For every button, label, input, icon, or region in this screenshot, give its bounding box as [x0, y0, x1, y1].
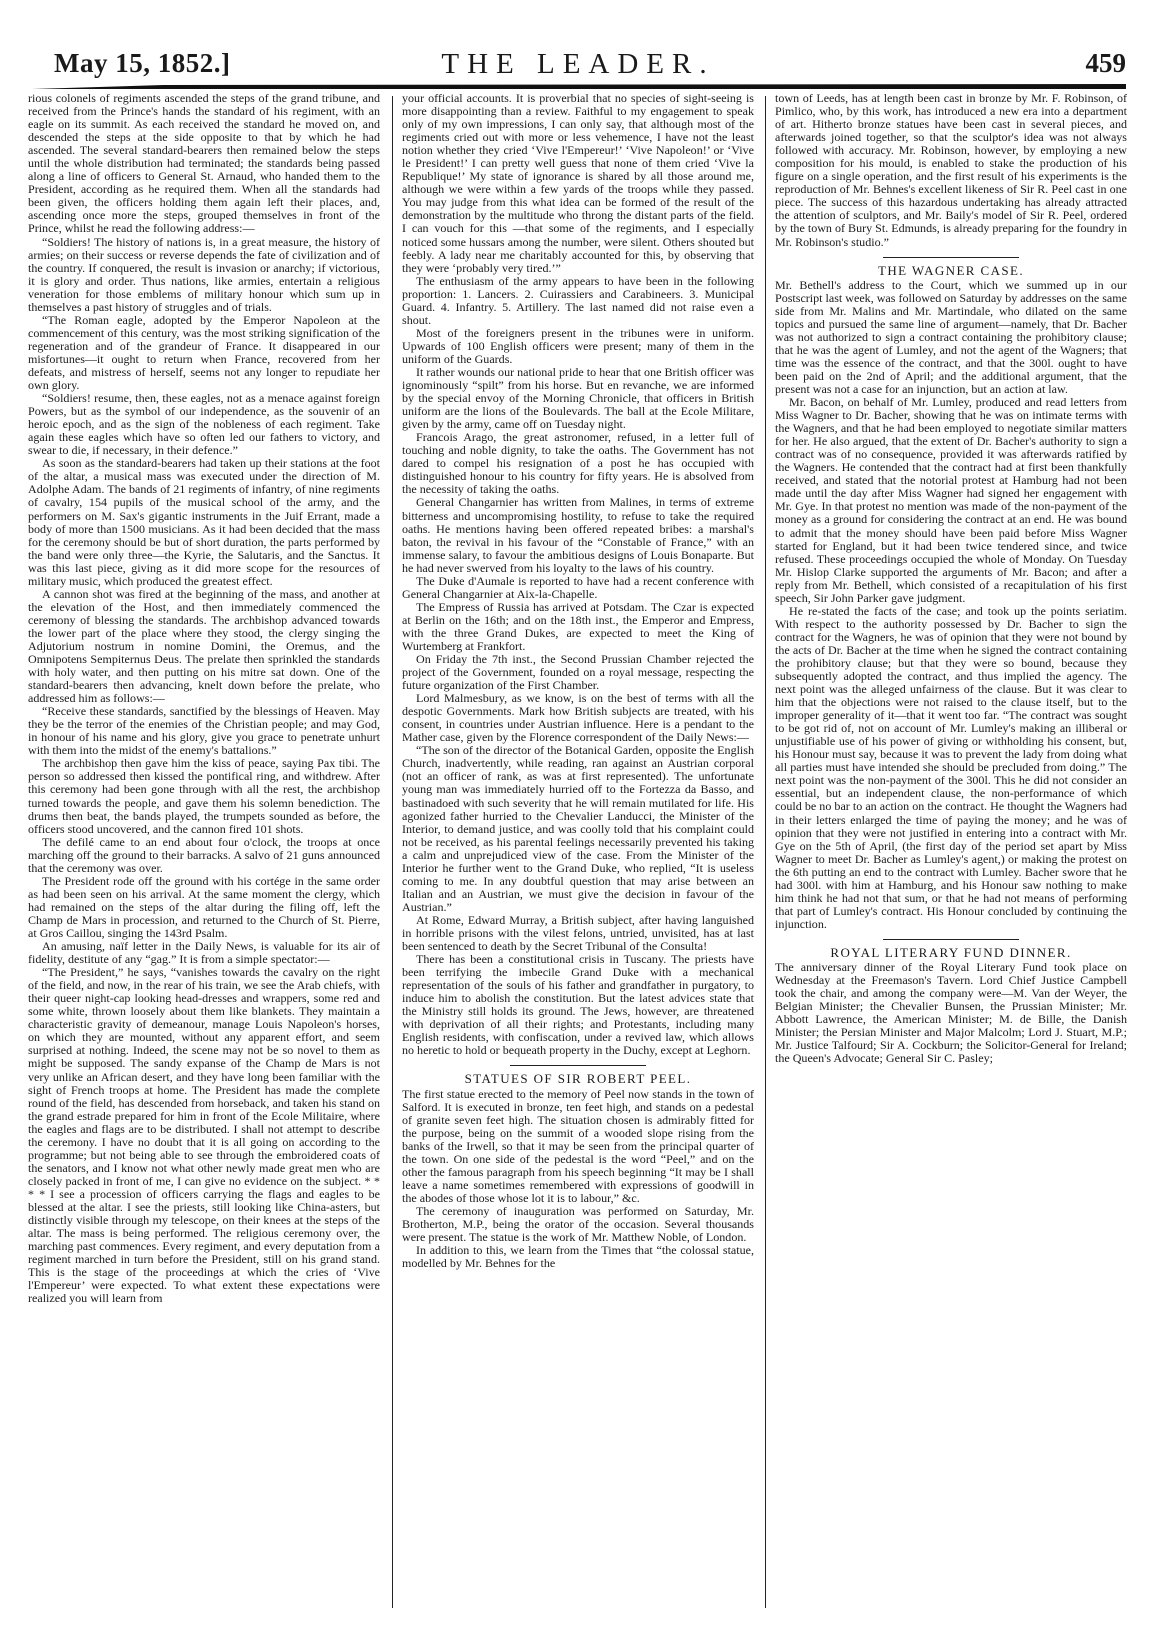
paragraph: “The President,” he says, “vanishes towards the cavalry on the right of the field, and now, in the rear of his train, we see the Arab chiefs, with their queer night-cap looking head-dresses and wrappers, some red and some white, thrown loosely about them like blankets. They maintain a characteristic gravity of demeanour, manage Louis Napoleon's horses, on which they are mounted, without any apparent effort, and seem surprised at nothing. Indeed, the scene may not be so novel to them as might be supposed. The sandy expanse of the Champ de Mars is not very unlike an African desert, and they have long been familiar with the sight of French troops at home. The President has made the complete round of the field, has descended from horseback, and taken his stand on the grand estrade prepared for him in front of the Ecole Militaire, where the eagles and flags are to be distributed. I shall not attempt to describe the ceremony. I have no doubt that it is all going on according to the programme; but not being able to see through the embroidered coats of the senators, and I know not what other newly made great men who are closely packed in front of me, I can give no evidence on the subject. * * * * I see a procession of officers carrying the flags and eagles to be blessed at the altar. I see the priests, still looking like China-asters, but distinctly visible through my telescope, on their knees at the steps of the altar. The mass is being performed. The religious ceremony over, the marching past commences. Every regiment, and every deputation from a regiment marched in turn before the President, still on his grand stand. This is the stage of the proceedings at which the cries of ‘Vive l'Empereur’ were expected. To what extent these expectations were realized you will learn from [28, 965, 380, 1306]
paragraph: The defilé came to an end about four o'clock, the troops at once marching off the ground to their barracks. A salvo of 21 guns announced that the ceremony was over. [28, 834, 380, 875]
paragraph: The ceremony of inauguration was performed on Saturday, Mr. Brotherton, M.P., being the orator of the occasion. Several thousands were present. The statue is the work of Mr. Matthew Noble, of London. [402, 1203, 754, 1245]
newspaper-title: THE LEADER. [441, 48, 715, 80]
paragraph: The Duke d'Aumale is reported to have had a recent conference with General Changarnier at Aix-la-Chapelle. [402, 573, 754, 601]
paragraph: As soon as the standard-bearers had taken up their stations at the foot of the altar, a musical mass was executed under the direction of M. Adolphe Adam. The bands of 21 regiments of infantry, of nine regiments of cavalry, 154 pupils of the musical school of the army, and the performers on M. Sax's gigantic instruments in the Juif Errant, made a body of more than 1500 musicians. As it had been decided that the mass for the ceremony should be but of short duration, the parts performed by the band were only three—the Kyrie, the Salutaris, and the Sanctus. It was this last piece, giving as it did more scope for the resources of military music, which produced the greatest effect. [28, 456, 380, 588]
page-number: 459 [1085, 48, 1126, 78]
paragraph: The archbishop then gave him the kiss of peace, saying Pax tibi. The person so addressed then kissed the pontifical ring, and withdrew. After this ceremony had been gone through with all the rest, the archbishop turned towards the people, and gave them his solemn benediction. The drums then beat, the bands played, the trumpets sounded as before, the officers stood uncovered, and the cannon fired 101 shots. [28, 756, 380, 836]
masthead [30, 48, 1126, 88]
paragraph: The enthusiasm of the army appears to have been in the following proportion: 1. Lancers. 2. Cuirassiers and Carabineers. 3. Municipal Guard. 4. Infantry. 5. Artillery. The last named did not raise even a shout. [402, 273, 754, 327]
paragraph: “Soldiers! resume, then, these eagles, not as a menace against foreign Powers, but as the symbol of our independence, as the souvenir of an heroic epoch, and as the sign of the nobleness of each regiment. Take again these eagles which have so often led our fathers to victory, and swear to die, if necessary, in their defence.” [28, 391, 380, 458]
paragraph: The first statue erected to the memory of Peel now stands in the town of Salford. It is executed in bronze, ten feet high, and stands on a pedestal of granite seven feet high. The situation chosen is admirably fitted for the purpose, being on the summit of a wooded slope rising from the banks of the Irwell, so that it may be seen from the principal quarter of the town. On one side of the pedestal is the word “Peel,” and on the other the famous paragraph from his speech beginning “It may be I shall leave a name sometimes remembered with expressions of goodwill in the abodes of those whose lot it is to labour,” &c. [402, 1086, 754, 1205]
column-2 [402, 92, 754, 1270]
column-divider [765, 96, 766, 1608]
article-columns [28, 92, 1138, 1612]
paragraph: There has been a constitutional crisis in Tuscany. The priests have been terrifying the imbecile Grand Duke with a mechanical representation of the souls of his father and grandfather in purgatory, to induce him to abolish the constitution. But the latest advices state that the Ministry still holds its ground. The Jews, however, are threatened with deprivation of all their rights; and Protestants, including many English residents, with confiscation, under a revived law, which allows no heretic to hold or bequeath property in the Duchy, except at Leghorn. [402, 952, 754, 1058]
paragraph: The President rode off the ground with his cortége in the same order as had been seen on his arrival. At the same moment the clergy, which had remained on the steps of the altar during the filing off, left the Champ de Mars in procession, and returned to the Church of St. Pierre, at Gros Caillou, singing the 143rd Psalm. [28, 873, 380, 940]
paragraph: Lord Malmesbury, as we know, is on the best of terms with all the despotic Governments. Mark how British subjects are treated, with his consent, in countries under Austrian influence. Here is a pendant to the Mather case, given by the Florence correspondent of the Daily News:— [402, 691, 754, 745]
paragraph: Francois Arago, the great astronomer, refused, in a letter full of touching and noble dignity, to take the oaths. The Government has not dared to compel his resignation of a post he has occupied with distinguished honour to his country for fifty years. He is absolved from the necessity of taking the oaths. [402, 430, 754, 497]
section-divider [510, 1065, 646, 1066]
paragraph: On Friday the 7th inst., the Second Prussian Chamber rejected the project of the Government, founded on a royal message, respecting the future organization of the First Chamber. [402, 652, 754, 693]
paragraph: “The Roman eagle, adopted by the Emperor Napoleon at the commencement of this century, was the most striking signification of the regeneration and of the grandeur of France. It disappeared in our misfortunes—it ought to return when France, recovered from her defeats, and mistress of herself, seems not any longer to repudiate her own glory. [28, 312, 380, 393]
paragraph: rious colonels of regiments ascended the steps of the grand tribune, and received from the Prince's hands the standard of his regiment, with an eagle on its summit. As each received the standard he moved on, and descended the steps at the side opposite to that by which he had ascended. The several standard-bearers then remained below the steps until the whole distribution had terminated; the standards being passed along a line of officers to General St. Arnaud, who handed them to the President, according as he required them. When all the standards had been given, the officers holding them again left their places, and, ascending once more the steps, grouped themselves in front of the Prince, whilst he read the following address:— [28, 91, 380, 236]
paragraph: Mr. Bacon, on behalf of Mr. Lumley, produced and read letters from Miss Wagner to Dr. Bacher, showing that he was on intimate terms with the Wagners, and that he had been employed to negotiate similar matters for her. He also argued, that the extent of Dr. Bacher's authority to sign a contract was of no consequence, provided it was afterwards ratified by the Wagners. He contended that the contract had at first been thankfully received, and stated that the notorial protest at Hamburg had not been made until the day after Miss Wagner had signed her engagement with Mr. Gye. In that protest no mention was made of the non-payment of the money as a ground for considering the contract at an end. He was bound to admit that the money should have been paid before Miss Wagner started for England, but it had been twice tendered since, and twice refused. These proceedings occupied the whole of Monday. On Tuesday Mr. Hislop Clarke supported the arguments of Mr. Bacon; and after a reply from Mr. Bethell, which consisted of a recapitulation of his first speech, Sir John Parker gave judgment. [775, 395, 1127, 605]
section-divider [883, 257, 1019, 258]
column-1 [28, 92, 380, 1305]
paragraph: “The son of the director of the Botanical Garden, opposite the English Church, inadvertently, while reading, ran against an Austrian corporal (not an officer of rank, as was at first represented). The unfortunate young man was immediately hurried off to the Fortezza da Basso, and bastinadoed with such severity that he will remain mutilated for life. His agonized father hurried to the Chevalier Landucci, the Minister of the Interior, to demand justice, and was coolly told that his complaint could not be received, as his parental feelings necessarily prevented his taking a calm and unprejudiced view of the case. From the Minister of the Interior he further went to the Grand Duke, who replied, “It is useless coming to me. In any doubtful question that may arise between an Italian and an Austrian, we must give the decision in favour of the Austrian.” [402, 743, 754, 914]
paragraph: your official accounts. It is proverbial that no species of sight-seeing is more disappointing than a review. Faithful to my engagement to speak only of my own impressions, I can only say, that although most of the regiments cried out with more or less vehemence, I have not the least notion whether they cried ‘Vive l'Empereur!’ ‘Vive Napoleon!’ or ‘Vive le President!’ I can pretty well guess that none of them cried ‘Vive la Republique!’ My state of ignorance is shared by all those around me, although we were within a few yards of the troops while they passed. You may judge from this what idea can be formed of the result of the demonstration by the multitude who throng the distant parts of the field. I can vouch for this —that some of the regiments, and I especially noticed some hussars among the number, were silent. Others shouted but feebly. A lady near me charitably accounted for this, by observing that they were ‘probably very tired.’” [402, 91, 754, 275]
paragraph: He re-stated the facts of the case; and took up the points seriatim. With respect to the authority possessed by Dr. Bacher to sign the contract for the Wagners, he was of opinion that they were not bound by the acts of Dr. Bacher at the time when he signed the contract containing the prohibitory clause; but that they were so bound, because they subsequently adopted the contract, and thus implied the agency. The next point was the alleged unfairness of the clause. But it was clear to him that the objections were not raised to the clause itself, but to the improper generality of it—that it went too far. “The contract was sought to be got rid of, not on account of Mr. Lumley's making an illiberal or unjustifiable use of his power of giving or withholding his consent, but, his Honour must say, because it was to prevent the lady from doing what all parties must have intended she should be precluded from doing.” The next point was the non-payment of the 300l. This he did not consider an essential, but an independent clause, the non-performance of which could be no bar to an action on the contract. He thought the Wagners had in their letters enlarged the time of paying the money; and he was of opinion that they were not justified in entering into a contract with Mr. Gye on the 5th of April, (the first day of the period set apart by Miss Wagner to meet Dr. Bacher as Lumley's agent,) or making the protest on the 6th putting an end to the contract with Lumley. Bacher swore that he had 300l. with him at Hamburg, and his Honour saw nothing to make him think he had not that sum, or that he had not means of performing that part of Lumley's contract. His Honour concluded by continuing the injunction. [775, 603, 1127, 931]
paragraph: Mr. Bethell's address to the Court, which we summed up in our Postscript last week, was followed on Saturday by addresses on the same side from Mr. Malins and Mr. Martindale, who dilated on the same topics and pursued the same line of argument—namely, that Dr. Bacher was not authorized to sign a contract containing the prohibitory clause; that he was the agent of Lumley, and not the agent of the Wagners; that time was the essence of the contract, and that the 300l. ought to have been paid on the 2nd of April; and the additional argument, that the present was not a case for an injunction, but an action at law. [775, 277, 1127, 396]
paragraph: The anniversary dinner of the Royal Literary Fund took place on Wednesday at the Freemason's Tavern. Lord Chief Justice Campbell took the chair, and among the company were—M. Van der Weyer, the Belgian Minister; the Chevalier Bunsen, the Prussian Minister; Mr. Abbott Lawrence, the American Minister; M. de Bille, the Danish Minister; the Persian Minister and Major Malcolm; Lord J. Stuart, M.P.; Mr. Justice Talfourd; Sir A. Cockburn; the Solicitor-General for Ireland; the Queen's Advocate; General Sir C. Pasley; [775, 960, 1127, 1066]
paragraph: In addition to this, we learn from the Times that “the colossal statue, modelled by Mr. Behnes for the [402, 1243, 754, 1271]
issue-date: May 15, 1852.] [54, 48, 231, 78]
paragraph: “Soldiers! The history of nations is, in a great measure, the history of armies; on their success or reverse depends the fate of civilization and of the country. If conquered, the result is invasion or anarchy; if victorious, it is glory and order. Thus nations, like armies, entertain a religious veneration for those emblems of military honour which sum up in themselves a past history of struggles and of trials. [28, 234, 380, 314]
column-divider [392, 96, 393, 1608]
paragraph: town of Leeds, has at length been cast in bronze by Mr. F. Robinson, of Pimlico, who, by this work, has introduced a new era into a department of art. Hitherto bronze statues have been cast in several pieces, and afterwards joined together, so that the sculptor's idea was not always followed with accuracy. Mr. Robinson, however, by employing a new composition for his mould, is enabled to stake the production of his figure on a single operation, and the first result of his experiments is the reproduction of Mr. Behnes's excellent likeness of Sir R. Peel cast in one piece. The success of this hazardous undertaking has already attracted the attention of sculptors, and Mr. Baily's model of Sir R. Peel, ordered by the town of Bury St. Edmunds, is already preparing for the foundry in Mr. Robinson's studio.” [775, 91, 1127, 249]
section-heading-literary-fund: ROYAL LITERARY FUND DINNER. [830, 944, 1072, 960]
column-3 [775, 92, 1127, 1065]
paragraph: A cannon shot was fired at the beginning of the mass, and another at the elevation of the Host, and then immediately commenced the ceremony of blessing the standards. The archbishop advanced towards the lower part of the place where they stood, the clergy singing the Adjutorium nostrum in nomine Domini, the Oremus, and the Omnipotens Sempiternus Deus. The prelate then sprinkled the standards with holy water, and then putting on his mitre sat down. One of the standard-bearers then advancing, knelt down before the prelate, who addressed him as follows:— [28, 586, 380, 706]
paragraph: At Rome, Edward Murray, a British subject, after having languished in horrible prisons with the vilest felons, untried, unvisited, has at last been sentenced to death by the Secret Tribunal of the Consulta! [402, 912, 754, 954]
section-heading-wagner: THE WAGNER CASE. [877, 262, 1025, 278]
paragraph: It rather wounds our national pride to hear that one British officer was ignominously “spilt” from his horse. But en revanche, we are informed by the special envoy of the Morning Chronicle, that officers in British uniform are the lions of the Boulevards. The ball at the Ecole Militare, given by the army, came off on Tuesday night. [402, 364, 754, 432]
paragraph: An amusing, naïf letter in the Daily News, is valuable for its air of fidelity, destitute of any “gag.” It is from a simple spectator:— [28, 939, 380, 967]
paragraph: The Empress of Russia has arrived at Potsdam. The Czar is expected at Berlin on the 16th; and on the 18th inst., the Emperor and Empress, with the three Grand Dukes, are expected to meet the King of Wurtemberg at Frankfort. [402, 599, 754, 653]
paragraph: General Changarnier has written from Malines, in terms of extreme bitterness and uncompromising hostility, to refuse to take the required oaths. He mentions having been offered repeated bribes: a marshal's baton, the revival in his favour of the “Constable of France,” with an immense salary, to favour the ambitious designs of Louis Bonaparte. But he had never swerved from his loyalty to the laws of his country. [402, 495, 754, 575]
paragraph: Most of the foreigners present in the tribunes were in uniform. Upwards of 100 English officers were present; many of them in the uniform of the Guards. [402, 325, 754, 366]
paragraph: “Receive these standards, sanctified by the blessings of Heaven. May they be the terror of the enemies of the Christian people; and may God, in honour of his name and his glory, give you grace to penetrate unhurt with them into the midst of the enemy's battalions.” [28, 704, 380, 758]
section-divider [883, 939, 1019, 940]
section-heading-peel: STATUES OF SIR ROBERT PEEL. [464, 1071, 692, 1087]
